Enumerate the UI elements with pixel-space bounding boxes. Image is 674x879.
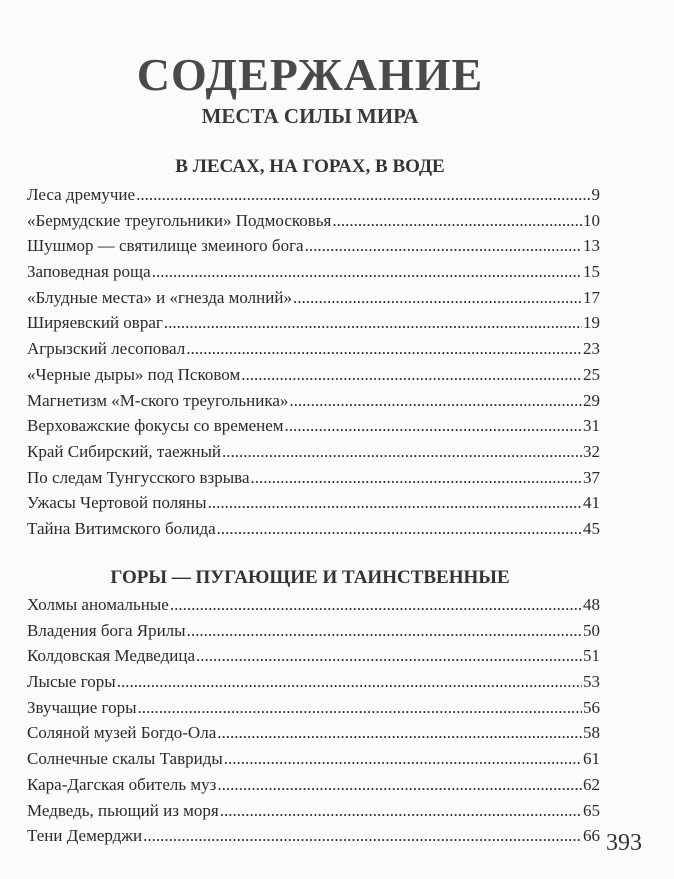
toc-entry <box>27 746 600 772</box>
toc-entry-title: Заповедная роща <box>27 262 151 282</box>
toc-list <box>27 592 600 849</box>
dot-leader <box>285 413 582 439</box>
toc-entry-title: Тени Демерджи <box>27 826 143 846</box>
toc-entry-page: 15 <box>583 262 600 282</box>
dot-leader <box>220 798 582 824</box>
toc-entry-title: Соляной музей Богдо-Ола <box>27 723 217 743</box>
toc-entry <box>27 490 600 516</box>
toc-entry-title: Тайна Витимского болида <box>27 518 216 538</box>
toc-entry-page: 66 <box>583 826 600 846</box>
toc-entry <box>27 233 600 259</box>
dot-leader <box>136 182 590 208</box>
toc-entry-page: 41 <box>583 493 600 513</box>
dot-leader <box>241 362 582 388</box>
toc-entry <box>27 413 600 439</box>
toc-entry-page: 48 <box>583 595 600 614</box>
toc-entry <box>27 643 600 669</box>
toc-entry <box>27 259 600 285</box>
toc-entry-title: «Бермудские треугольники» Подмосковья <box>27 210 332 230</box>
toc-entry <box>27 439 600 465</box>
toc-entry-title: Звучащие горы <box>27 697 137 717</box>
dot-leader <box>251 465 583 491</box>
toc-entry-page: 23 <box>583 339 600 359</box>
toc-entry <box>27 310 600 336</box>
dot-leader <box>222 439 582 465</box>
toc-entry-page: 61 <box>583 749 600 769</box>
part-title: МЕСТА СИЛЫ МИРА <box>201 104 419 128</box>
toc-entry-title: Колдовская Медведица <box>27 646 195 666</box>
dot-leader <box>217 516 582 542</box>
toc-entry-title: Ширяевский овраг <box>27 313 163 333</box>
toc-list <box>27 182 600 542</box>
toc-entry-page: 62 <box>583 774 600 794</box>
toc-entry <box>27 336 600 362</box>
toc-entry-page: 32 <box>583 441 600 461</box>
toc-entry-title: Ужасы Чертовой поляны <box>27 493 207 513</box>
toc-entry-page: 58 <box>583 723 600 743</box>
dot-leader <box>186 336 582 362</box>
toc-entry <box>27 772 600 798</box>
toc-entry-title: Леса дремучие <box>27 185 136 204</box>
toc-entry-title: Солнечные скалы Тавриды <box>27 749 223 769</box>
toc-entry-page: 19 <box>583 313 600 333</box>
dot-leader <box>217 772 582 798</box>
toc-entry-page: 56 <box>583 697 600 717</box>
toc-entry-page: 25 <box>583 364 600 384</box>
toc-entry <box>27 285 600 311</box>
toc-entry-page: 51 <box>583 646 600 666</box>
toc-entry <box>27 669 600 695</box>
toc-entry <box>27 618 600 644</box>
toc-entry-page: 37 <box>583 467 600 487</box>
toc-entry <box>27 516 600 542</box>
dot-leader <box>164 310 582 336</box>
dot-leader <box>293 285 582 311</box>
toc-entry-page: 31 <box>583 416 600 436</box>
toc-entry-page: 53 <box>583 672 600 692</box>
toc-entry <box>27 823 600 849</box>
toc-entry-page: 13 <box>583 236 600 256</box>
toc-entry-title: Владения бога Ярилы <box>27 620 186 640</box>
dot-leader <box>170 592 582 618</box>
dot-leader <box>152 259 582 285</box>
page-number: 393 <box>606 830 642 856</box>
dot-leader <box>138 695 582 721</box>
page-title: СОДЕРЖАНИЕ <box>136 49 484 100</box>
toc-entry-page: 9 <box>591 185 600 204</box>
toc-entry-page: 17 <box>583 287 600 307</box>
section-heading: В ЛЕСАХ, НА ГОРАХ, В ВОДЕ <box>175 156 445 177</box>
toc-entry <box>27 798 600 824</box>
dot-leader <box>208 490 582 516</box>
toc-entry-title: «Блудные места» и «гнезда молний» <box>27 287 292 307</box>
dot-leader <box>332 208 582 234</box>
toc-entry-title: Агрызский лесоповал <box>27 339 186 359</box>
dot-leader <box>224 746 582 772</box>
toc-entry <box>27 695 600 721</box>
dot-leader <box>187 618 582 644</box>
toc-entry <box>27 592 600 618</box>
dot-leader <box>196 643 582 669</box>
toc-entry-title: Медведь, пьющий из моря <box>27 800 219 820</box>
toc-entry-page: 29 <box>583 390 600 410</box>
toc-entry-title: Лысые горы <box>27 672 116 692</box>
toc-entry-title: Край Сибирский, таежный <box>27 441 222 461</box>
dot-leader <box>289 388 582 414</box>
section-heading: ГОРЫ — ПУГАЮЩИЕ И ТАИНСТВЕННЫЕ <box>110 567 510 588</box>
dot-leader <box>143 823 582 849</box>
toc-entry <box>27 388 600 414</box>
toc-entry-page: 10 <box>583 210 600 230</box>
toc-entry-title: По следам Тунгусского взрыва <box>27 467 250 487</box>
toc-entry-title: Шушмор — святилище змеиного бога <box>27 236 304 256</box>
dot-leader <box>217 720 582 746</box>
dot-leader <box>305 233 582 259</box>
toc-entry-title: Кара-Дагская обитель муз <box>27 774 217 794</box>
toc-entry-title: «Черные дыры» под Псковом <box>27 364 241 384</box>
toc-entry-title: Магнетизм «М-ского треугольника» <box>27 390 289 410</box>
toc-entry <box>27 362 600 388</box>
toc-entry-title: Холмы аномальные <box>27 595 169 614</box>
toc-entry-title: Верховажские фокусы со временем <box>27 416 284 436</box>
toc-entry <box>27 208 600 234</box>
dot-leader <box>117 669 582 695</box>
toc-entry-page: 45 <box>583 518 600 538</box>
toc-entry-page: 65 <box>583 800 600 820</box>
toc-entry-page: 50 <box>583 620 600 640</box>
toc-entry <box>27 720 600 746</box>
toc-entry <box>27 182 600 208</box>
toc-entry <box>27 465 600 491</box>
